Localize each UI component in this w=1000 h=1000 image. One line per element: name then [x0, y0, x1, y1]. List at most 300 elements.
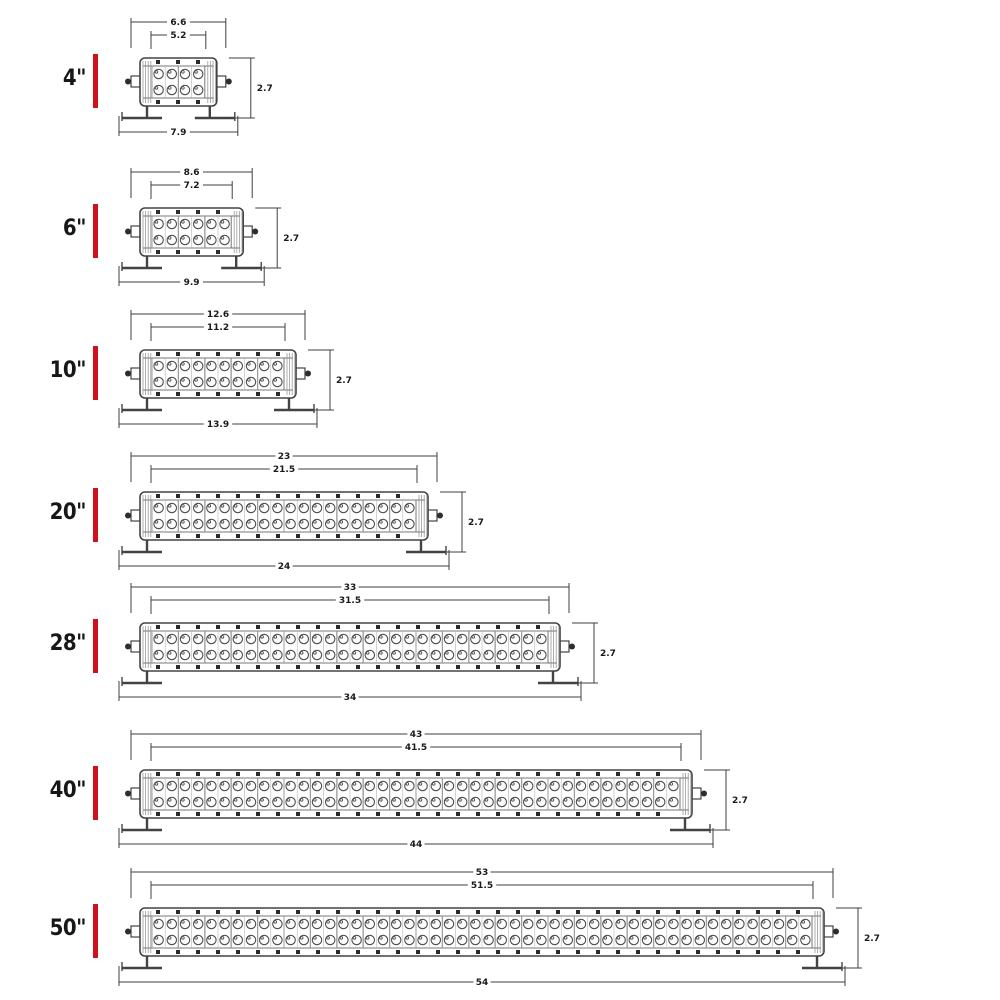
bolt — [516, 625, 520, 629]
bolt — [756, 910, 760, 914]
size-row-10in — [0, 302, 1000, 442]
dimension-lens-width — [151, 180, 232, 199]
bolt — [636, 812, 640, 816]
side-mount-knob — [125, 226, 140, 237]
bolt — [476, 812, 480, 816]
dimension-height — [440, 492, 484, 552]
bolt — [536, 812, 540, 816]
bolt — [536, 910, 540, 914]
bolt — [316, 534, 320, 538]
size-label: 6" — [62, 216, 86, 241]
bolt — [196, 665, 200, 669]
bolt — [276, 625, 280, 629]
size-label: 20" — [49, 500, 86, 525]
bolt — [456, 950, 460, 954]
bolt — [756, 950, 760, 954]
bolt — [676, 950, 680, 954]
bolt — [496, 910, 500, 914]
bolt — [256, 625, 260, 629]
side-mount-knob — [824, 926, 839, 937]
bolt — [176, 534, 180, 538]
bolt — [376, 772, 380, 776]
light-bar-drawing — [122, 908, 842, 971]
bolt — [416, 625, 420, 629]
dimension-value: 2.7 — [336, 376, 352, 386]
bolt — [656, 812, 660, 816]
bolt — [356, 910, 360, 914]
bolt — [516, 812, 520, 816]
bolt — [356, 812, 360, 816]
dimension-value: 6.6 — [170, 18, 187, 28]
bolt — [316, 772, 320, 776]
bolt — [336, 494, 340, 498]
bolt — [276, 772, 280, 776]
bolt — [176, 100, 180, 104]
bolt — [196, 60, 200, 64]
bolt — [216, 910, 220, 914]
bolt — [656, 772, 660, 776]
dimension-value: 43 — [409, 730, 423, 740]
dimension-overall-width — [119, 116, 238, 138]
side-mount-knob — [217, 76, 232, 87]
bolt — [216, 950, 220, 954]
bolt — [596, 950, 600, 954]
bolt — [276, 392, 280, 396]
bolt — [156, 250, 160, 254]
bolt — [296, 494, 300, 498]
bolt — [336, 534, 340, 538]
bolt — [376, 625, 380, 629]
light-bar-diagram — [0, 302, 1000, 442]
dimension-value: 23 — [277, 452, 291, 462]
bolt — [236, 950, 240, 954]
bolt — [356, 665, 360, 669]
bolt — [296, 950, 300, 954]
bolt — [276, 494, 280, 498]
bolt — [256, 665, 260, 669]
bolt — [156, 100, 160, 104]
size-label: 40" — [49, 778, 86, 803]
bolt — [176, 950, 180, 954]
bolt — [156, 910, 160, 914]
bolt — [396, 812, 400, 816]
bolt — [296, 534, 300, 538]
bolt — [336, 910, 340, 914]
bolt — [376, 534, 380, 538]
bolt — [736, 950, 740, 954]
bolt — [636, 950, 640, 954]
bolt — [156, 950, 160, 954]
bolt — [256, 534, 260, 538]
bolt — [536, 772, 540, 776]
dimension-value: 5.2 — [170, 31, 187, 41]
light-bar-drawing — [122, 770, 710, 833]
bolt — [156, 625, 160, 629]
bolt — [616, 772, 620, 776]
dimension-value: 2.7 — [732, 796, 748, 806]
dimension-lens-width — [151, 742, 681, 761]
size-label: 50" — [49, 916, 86, 941]
bolt — [196, 812, 200, 816]
bolt — [416, 812, 420, 816]
bolt — [196, 625, 200, 629]
dimension-overall-width — [119, 681, 581, 703]
dimension-value: 2.7 — [468, 518, 484, 528]
bolt — [176, 494, 180, 498]
bolt — [236, 910, 240, 914]
dimension-value: 51.5 — [470, 881, 494, 891]
bolt — [156, 392, 160, 396]
bolt — [236, 494, 240, 498]
light-bar-drawing — [122, 350, 314, 413]
bolt — [516, 665, 520, 669]
bolt — [196, 392, 200, 396]
bolt — [536, 665, 540, 669]
size-row-4in — [0, 10, 1000, 150]
bolt — [616, 950, 620, 954]
bolt — [496, 625, 500, 629]
dimension-value: 54 — [475, 978, 489, 988]
bolt — [196, 772, 200, 776]
dimension-value: 7.2 — [183, 181, 200, 191]
dimension-value: 31.5 — [338, 596, 362, 606]
bolt — [256, 950, 260, 954]
bolt — [616, 910, 620, 914]
bolt — [236, 392, 240, 396]
bolt — [176, 210, 180, 214]
bolt — [656, 950, 660, 954]
bolt — [236, 665, 240, 669]
dimension-lens-width — [151, 595, 549, 614]
bolt — [396, 950, 400, 954]
bolt — [176, 910, 180, 914]
size-label: 4" — [62, 66, 86, 91]
bolt — [496, 772, 500, 776]
bolt — [556, 950, 560, 954]
bolt — [456, 665, 460, 669]
bolt — [216, 812, 220, 816]
dimension-height — [572, 623, 616, 683]
bolt — [176, 60, 180, 64]
bolt — [216, 665, 220, 669]
bolt — [216, 625, 220, 629]
bolt — [676, 910, 680, 914]
bolt — [296, 812, 300, 816]
bolt — [376, 950, 380, 954]
bolt — [596, 772, 600, 776]
bolt — [416, 772, 420, 776]
bolt — [156, 665, 160, 669]
light-bar-drawing — [122, 623, 578, 686]
bolt — [316, 494, 320, 498]
bolt — [516, 910, 520, 914]
bolt — [396, 665, 400, 669]
bolt — [336, 950, 340, 954]
bolt — [456, 812, 460, 816]
dimension-value: 33 — [343, 583, 357, 593]
dimension-value: 21.5 — [272, 465, 296, 475]
bolt — [456, 625, 460, 629]
bolt — [316, 625, 320, 629]
bolt — [336, 665, 340, 669]
bolt — [196, 210, 200, 214]
bolt — [596, 812, 600, 816]
bolt — [216, 210, 220, 214]
bolt — [696, 950, 700, 954]
bolt — [436, 665, 440, 669]
bolt — [636, 910, 640, 914]
dimension-lens-width — [151, 880, 813, 899]
bolt — [296, 910, 300, 914]
bolt — [236, 772, 240, 776]
bolt — [156, 60, 160, 64]
dimension-overall-width — [119, 408, 317, 430]
bolt — [376, 910, 380, 914]
dimension-value: 44 — [409, 840, 423, 850]
dimension-value: 2.7 — [283, 234, 300, 244]
light-bar-diagram — [0, 10, 1000, 150]
bolt — [436, 812, 440, 816]
bolt — [456, 910, 460, 914]
light-bar-drawing — [122, 208, 261, 271]
light-bar-diagram — [0, 722, 1000, 862]
bolt — [276, 534, 280, 538]
bolt — [656, 910, 660, 914]
dimension-lens-width — [151, 30, 206, 49]
dimension-value: 24 — [277, 562, 291, 572]
bolt — [396, 910, 400, 914]
bolt — [476, 625, 480, 629]
bolt — [196, 352, 200, 356]
bolt — [256, 772, 260, 776]
size-row-28in — [0, 575, 1000, 715]
size-label: 28" — [49, 631, 86, 656]
bolt — [576, 950, 580, 954]
dimension-overall-width — [119, 828, 713, 850]
bolt — [236, 352, 240, 356]
bolt — [496, 950, 500, 954]
light-bar-drawing — [122, 492, 446, 555]
dimension-height — [836, 908, 880, 968]
bolt — [296, 665, 300, 669]
bolt — [156, 812, 160, 816]
dimension-value: 11.2 — [206, 323, 230, 333]
bolt — [356, 772, 360, 776]
bolt — [216, 250, 220, 254]
bolt — [276, 352, 280, 356]
bolt — [356, 494, 360, 498]
bolt — [236, 625, 240, 629]
bolt — [196, 494, 200, 498]
light-bar-diagram — [0, 860, 1000, 1000]
bolt — [256, 392, 260, 396]
bolt — [296, 772, 300, 776]
bolt — [476, 910, 480, 914]
bolt — [576, 812, 580, 816]
bolt — [356, 950, 360, 954]
bolt — [396, 772, 400, 776]
dimension-height — [308, 350, 352, 410]
bolt — [156, 534, 160, 538]
bolt — [276, 665, 280, 669]
side-mount-knob — [125, 788, 140, 799]
bolt — [436, 772, 440, 776]
dimension-overall-width — [119, 550, 449, 572]
bolt — [176, 812, 180, 816]
bolt — [216, 534, 220, 538]
dimension-value: 41.5 — [404, 743, 428, 753]
bolt — [336, 772, 340, 776]
size-row-6in — [0, 160, 1000, 300]
bolt — [276, 950, 280, 954]
bolt — [516, 950, 520, 954]
bolt — [496, 665, 500, 669]
bolt — [216, 494, 220, 498]
dimension-value: 2.7 — [256, 84, 273, 94]
bolt — [716, 910, 720, 914]
bolt — [476, 950, 480, 954]
bolt — [396, 534, 400, 538]
bolt — [176, 352, 180, 356]
bolt — [776, 910, 780, 914]
bolt — [256, 352, 260, 356]
led-array — [152, 778, 680, 810]
bolt — [476, 772, 480, 776]
side-mount-knob — [125, 641, 140, 652]
size-row-50in — [0, 860, 1000, 1000]
bolt — [516, 772, 520, 776]
bolt — [156, 210, 160, 214]
bolt — [196, 100, 200, 104]
side-mount-knob — [243, 226, 258, 237]
side-mount-knob — [296, 368, 311, 379]
bolt — [536, 950, 540, 954]
bolt — [216, 772, 220, 776]
bolt — [736, 910, 740, 914]
dimension-value: 8.6 — [183, 168, 200, 178]
dimension-value: 7.9 — [170, 128, 187, 138]
dimension-value: 9.9 — [183, 278, 200, 288]
bolt — [416, 910, 420, 914]
bolt — [216, 352, 220, 356]
bolt — [176, 625, 180, 629]
side-mount-knob — [125, 368, 140, 379]
dimension-lens-width — [151, 322, 285, 341]
bolt — [376, 494, 380, 498]
bolt — [636, 772, 640, 776]
dimension-value: 53 — [475, 868, 489, 878]
light-bar-diagram — [0, 160, 1000, 300]
bolt — [276, 910, 280, 914]
side-mount-knob — [125, 76, 140, 87]
bolt — [616, 812, 620, 816]
bolt — [176, 392, 180, 396]
dimension-value: 2.7 — [864, 934, 880, 944]
bolt — [356, 625, 360, 629]
bolt — [796, 950, 800, 954]
bolt — [236, 534, 240, 538]
bolt — [776, 950, 780, 954]
bolt — [256, 812, 260, 816]
dimension-lens-width — [151, 464, 417, 483]
size-row-20in — [0, 444, 1000, 584]
bolt — [216, 392, 220, 396]
bolt — [556, 772, 560, 776]
bolt — [316, 812, 320, 816]
bolt — [156, 772, 160, 776]
dimension-value: 2.7 — [600, 649, 616, 659]
bolt — [456, 772, 460, 776]
bolt — [716, 950, 720, 954]
bolt — [476, 665, 480, 669]
size-row-40in — [0, 722, 1000, 862]
bolt — [196, 534, 200, 538]
bolt — [376, 665, 380, 669]
bolt — [436, 625, 440, 629]
bolt — [436, 910, 440, 914]
bolt — [316, 950, 320, 954]
side-mount-knob — [692, 788, 707, 799]
bolt — [396, 494, 400, 498]
bolt — [176, 665, 180, 669]
side-mount-knob — [428, 510, 443, 521]
bolt — [156, 494, 160, 498]
light-bar-diagram — [0, 444, 1000, 584]
bolt — [536, 625, 540, 629]
bolt — [576, 910, 580, 914]
light-bar-drawing — [122, 58, 235, 121]
bolt — [396, 625, 400, 629]
bolt — [156, 352, 160, 356]
bolt — [316, 665, 320, 669]
bolt — [596, 910, 600, 914]
bolt — [316, 910, 320, 914]
bolt — [296, 625, 300, 629]
dimension-overall-width — [119, 266, 264, 288]
size-label: 10" — [49, 358, 86, 383]
light-bar-diagram — [0, 575, 1000, 715]
side-mount-knob — [125, 926, 140, 937]
bolt — [256, 494, 260, 498]
bolt — [696, 910, 700, 914]
bolt — [236, 812, 240, 816]
dimension-height — [229, 58, 273, 118]
bolt — [556, 910, 560, 914]
bolt — [196, 910, 200, 914]
bolt — [336, 625, 340, 629]
bolt — [196, 950, 200, 954]
bolt — [436, 950, 440, 954]
bolt — [576, 772, 580, 776]
dimension-value: 12.6 — [206, 310, 230, 320]
dimension-value: 34 — [343, 693, 357, 703]
bolt — [796, 910, 800, 914]
side-mount-knob — [560, 641, 575, 652]
side-mount-knob — [125, 510, 140, 521]
bolt — [256, 910, 260, 914]
bolt — [356, 534, 360, 538]
bolt — [276, 812, 280, 816]
bolt — [416, 665, 420, 669]
bolt — [176, 250, 180, 254]
dimension-overall-width — [119, 966, 845, 988]
dimension-height — [255, 208, 299, 268]
dimension-height — [704, 770, 748, 830]
led-array — [152, 500, 416, 532]
bolt — [556, 812, 560, 816]
bolt — [376, 812, 380, 816]
bolt — [176, 772, 180, 776]
